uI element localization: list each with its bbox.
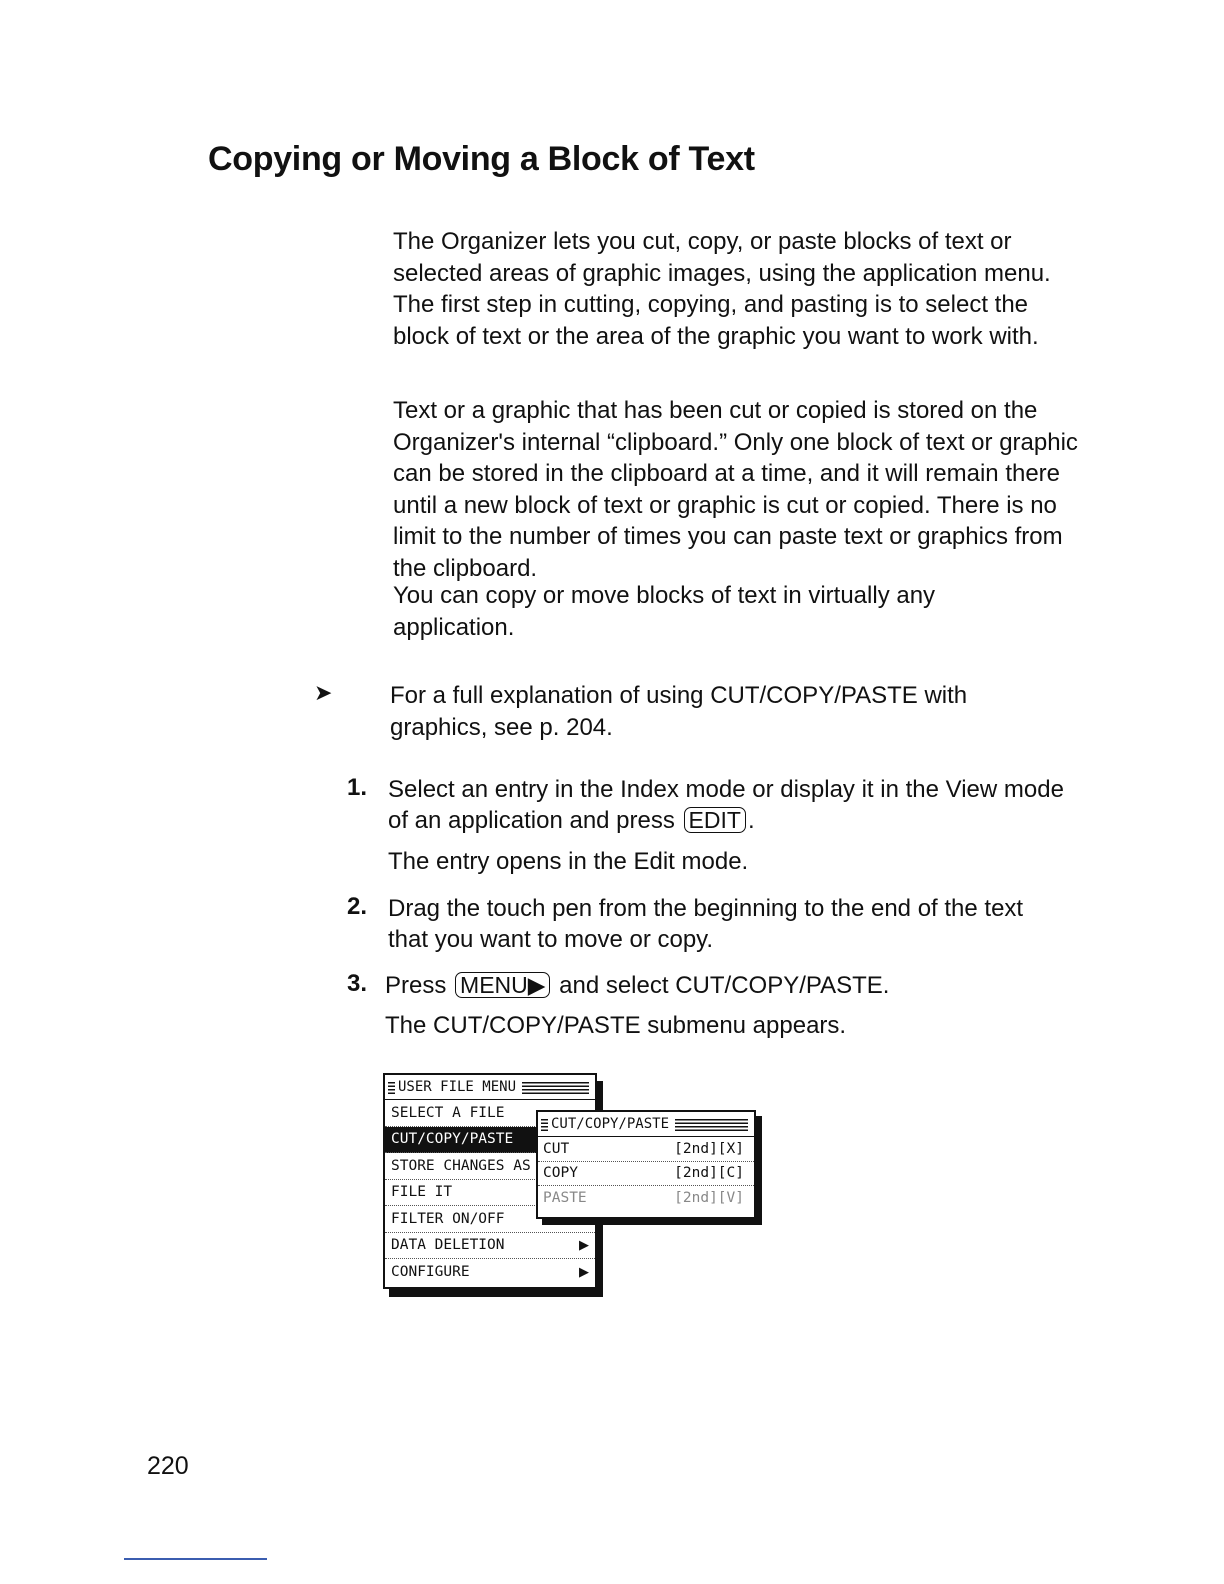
submenu-item-paste[interactable]	[538, 1186, 754, 1211]
menu-item-label: CONFIGURE	[391, 1264, 470, 1281]
submenu-item-shortcut: [2nd][C]	[674, 1165, 744, 1182]
submenu-arrow-icon: ▶	[579, 1264, 589, 1280]
user-file-menu-title: USER FILE MENU	[398, 1079, 517, 1095]
menu-item-label: STORE CHANGES AS	[391, 1157, 531, 1174]
title-bar-hatch	[522, 1081, 589, 1094]
submenu-title: CUT/COPY/PASTE	[551, 1116, 670, 1132]
page-title: Copying or Moving a Block of Text	[208, 140, 755, 178]
edit-key: EDIT	[684, 807, 746, 833]
submenu-arrow-icon: ▶	[579, 1237, 589, 1253]
menu-item-label: FILE IT	[391, 1184, 453, 1201]
menu-key: MENU▶	[455, 972, 550, 998]
step-3-result: The CUT/COPY/PASTE submenu appears.	[385, 1012, 847, 1039]
submenu-item-copy[interactable]	[538, 1162, 754, 1187]
menu-lines-icon	[541, 1118, 548, 1131]
arrow-right-icon: ➤	[314, 681, 333, 706]
submenu-item-label: COPY	[543, 1165, 578, 1182]
step-3-instruction: Press	[385, 972, 447, 999]
menu-item-configure[interactable]	[385, 1259, 595, 1286]
step-3-text	[385, 970, 1075, 1001]
menu-item-label: SELECT A FILE	[391, 1104, 505, 1121]
submenu-item-shortcut: [2nd][V]	[674, 1190, 744, 1207]
clipboard-paragraph: Text or a graphic that has been cut or copied is stored on the Organizer's internal “clipboard.” Only one block of text or graphic can be stored in the clipboard at a time, and it will remain there until a new block of text or graphic is cut or copied. There is no limit to the number of times you can paste text or graphics from the clipboard.	[393, 397, 1078, 582]
submenu-item-shortcut: [2nd][X]	[674, 1140, 744, 1157]
note-text: For a full explanation of using CUT/COPY/PASTE with graphics, see p. 204.	[390, 682, 968, 741]
user-file-menu-header	[385, 1075, 595, 1100]
menu-item-label: DATA DELETION	[391, 1237, 505, 1254]
step-2-text: Drag the touch pen from the beginning to the end of the text that you want to move or copy.	[388, 895, 1024, 953]
submenu-item-label: PASTE	[543, 1190, 587, 1207]
cut-copy-paste-submenu	[536, 1110, 756, 1219]
step-number-1: 1.	[347, 774, 368, 801]
submenu-header	[538, 1112, 754, 1137]
step-number-3: 3.	[347, 970, 368, 997]
menu-item-data-deletion[interactable]	[385, 1233, 595, 1260]
title-bar-hatch	[675, 1118, 748, 1131]
submenu-item-label: CUT	[543, 1140, 570, 1157]
step-1-text	[388, 774, 1078, 836]
menu-item-label: CUT/COPY/PASTE	[391, 1131, 514, 1148]
intro-paragraph: The Organizer lets you cut, copy, or paste blocks of text or selected areas of graphic images, using the application menu. The first step in cutting, copying, and pasting is to select the block of text or the area of the graphic you want to work with.	[393, 228, 1051, 350]
step-number-2: 2.	[347, 893, 368, 920]
footer-rule	[124, 1558, 267, 1560]
applicability-paragraph: You can copy or move blocks of text in virtually any application.	[393, 582, 936, 641]
step-1-instruction: Select an entry in the Index mode or display it in the View mode of an application and press	[388, 776, 1064, 834]
step-3-select: and select CUT/COPY/PASTE.	[559, 972, 890, 999]
menu-item-label: FILTER ON/OFF	[391, 1210, 505, 1227]
step-1-result: The entry opens in the Edit mode.	[388, 848, 749, 875]
page-number: 220	[147, 1452, 189, 1480]
submenu-item-cut[interactable]	[538, 1137, 754, 1162]
menu-lines-icon	[388, 1081, 395, 1094]
step-1-punct: .	[747, 807, 755, 834]
